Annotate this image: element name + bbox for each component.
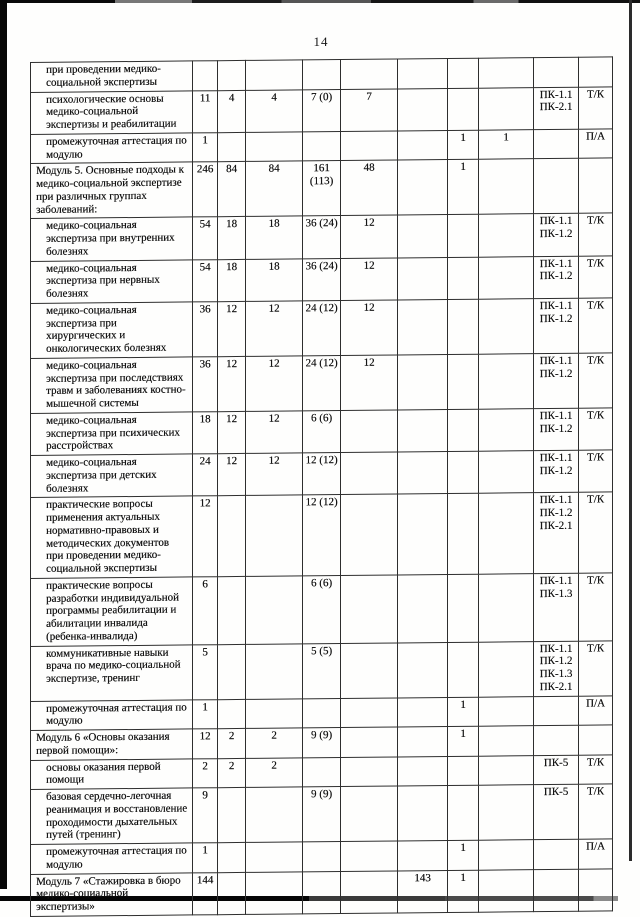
hours-cell [479, 641, 534, 697]
hours-cell: 36 [193, 356, 218, 411]
hours-cell [341, 452, 398, 495]
competency-code: ПК-1.2 [539, 312, 573, 325]
row-label: промежуточная аттестация по модулю [31, 699, 193, 730]
hours-cell: 1 [193, 843, 218, 873]
hours-cell [218, 132, 246, 162]
hours-cell [341, 727, 398, 757]
competency-code: ПК-1.1 [539, 494, 573, 507]
hours-cell [398, 726, 448, 756]
hours-cell [479, 451, 534, 494]
hours-cell: 12 [218, 411, 246, 454]
hours-cell [448, 299, 479, 354]
hours-cell [218, 872, 246, 915]
hours-cell: 5 [193, 644, 218, 699]
hours-cell [218, 699, 246, 729]
hours-cell [398, 354, 448, 409]
control-form-cell: П/А [579, 839, 613, 869]
row-label: коммуникативные навыки врача по медико-социальной экспертизе, тренинг [31, 644, 193, 701]
hours-cell: 36 [193, 301, 218, 356]
competency-code: ПК-1.1 [539, 409, 573, 422]
hours-cell [341, 642, 398, 698]
hours-cell: 12 [218, 301, 246, 356]
hours-cell [398, 840, 448, 870]
competency-cell [534, 641, 579, 696]
hours-cell: 12 [246, 356, 303, 412]
competency-cell [534, 408, 579, 451]
hours-cell: 1 [448, 130, 479, 160]
hours-cell [448, 214, 479, 257]
hours-cell: 18 [193, 411, 218, 453]
hours-cell [479, 214, 534, 257]
competency-code: ПК-2.1 [539, 680, 573, 693]
hours-cell [303, 871, 341, 914]
hours-cell [398, 697, 448, 727]
hours-cell: 12 [341, 355, 398, 411]
hours-cell: 36 (24) [303, 258, 341, 301]
hours-cell: 7 (0) [303, 89, 341, 132]
control-form-cell: Т/К [579, 255, 613, 298]
row-label: медико-социальная экспертиза при внутренних болезнях [31, 217, 193, 261]
hours-cell [448, 58, 479, 88]
hours-cell [479, 696, 534, 726]
row-label: медико-социальная экспертиза при детских болезнях [31, 454, 193, 498]
competency-cell [534, 839, 579, 869]
hours-cell [479, 785, 534, 841]
hours-cell: 6 (6) [303, 575, 341, 643]
competency-code: ПК-1.1 [539, 299, 573, 312]
hours-cell: 1 [448, 697, 479, 727]
table-row [31, 450, 613, 498]
hours-cell [341, 756, 398, 786]
control-form-cell: Т/К [579, 408, 613, 451]
hours-cell [398, 409, 448, 452]
hours-cell [448, 785, 479, 840]
hours-cell: 161 (113) [303, 161, 341, 216]
curriculum-table-body [31, 57, 613, 916]
competency-cell [534, 450, 579, 493]
hours-cell: 12 [246, 453, 303, 496]
curriculum-table [30, 56, 612, 916]
hours-cell [218, 496, 246, 577]
hours-cell: 2 [246, 757, 303, 787]
hours-cell [398, 574, 448, 642]
table-row [31, 298, 613, 359]
table-row [31, 492, 613, 578]
hours-cell: 1 [448, 159, 479, 214]
hours-cell: 54 [193, 259, 218, 301]
hours-cell [479, 58, 534, 88]
hours-cell [246, 132, 303, 162]
hours-cell: 4 [218, 90, 246, 133]
hours-cell [479, 573, 534, 641]
competency-code: ПК-1.2 [539, 227, 573, 241]
competency-code: ПК-2.1 [539, 519, 573, 532]
competency-code: ПК-1.2 [539, 464, 573, 477]
hours-cell: 12 (12) [303, 453, 341, 496]
hours-cell: 6 (6) [303, 410, 341, 453]
hours-cell [246, 787, 303, 843]
hours-cell [479, 755, 534, 785]
hours-cell: 7 [341, 88, 398, 131]
hours-cell: 12 [341, 257, 398, 300]
hours-cell: 48 [341, 160, 398, 216]
hours-cell [448, 574, 479, 642]
table-row [31, 868, 613, 916]
hours-cell [398, 642, 448, 697]
scan-edge-right [629, 0, 632, 861]
table-row [31, 640, 613, 701]
table-row [31, 784, 613, 845]
competency-cell [534, 129, 579, 159]
competency-code: ПК-1.2 [539, 506, 573, 520]
hours-cell: 2 [218, 728, 246, 758]
competency-code: ПК-1.1 [539, 354, 573, 367]
hours-cell [398, 451, 448, 494]
competency-cell [534, 298, 579, 353]
control-form-cell: Т/К [579, 298, 613, 353]
row-label: промежуточная аттестация по модулю [31, 133, 193, 164]
row-label: медико-социальная экспертиза при психических расстройствах [31, 412, 193, 456]
hours-cell: 9 [193, 788, 218, 843]
hours-cell: 1 [193, 699, 218, 729]
hours-cell [398, 257, 448, 300]
competency-code: ПК-1.3 [539, 587, 573, 600]
hours-cell [479, 159, 534, 215]
hours-cell [303, 698, 341, 728]
control-form-cell: Т/К [579, 754, 613, 784]
row-label: медико-социальная экспертиза при последствиях травм и заболеваниях костно-мышечной системы [31, 357, 193, 414]
competency-code: ПК-1.1 [539, 215, 573, 228]
competency-code: ПК-5 [543, 756, 569, 769]
competency-code: ПК-1.1 [539, 451, 573, 465]
hours-cell: 1 [479, 129, 534, 159]
hours-cell: 24 [193, 454, 218, 496]
hours-cell: 2 [246, 728, 303, 758]
competency-code: ПК-1.2 [539, 422, 573, 435]
hours-cell: 1 [448, 726, 479, 756]
competency-cell [534, 256, 579, 299]
hours-cell [303, 842, 341, 872]
hours-cell [398, 88, 448, 131]
hours-cell [398, 160, 448, 215]
hours-cell: 12 [218, 356, 246, 411]
competency-code: ПК-1.2 [539, 367, 573, 380]
page-number: 14 [313, 34, 329, 49]
hours-cell [341, 841, 398, 871]
hours-cell: 143 [398, 870, 448, 913]
hours-cell [398, 58, 448, 88]
hours-cell [479, 298, 534, 354]
hours-cell: 12 [341, 300, 398, 356]
row-label: промежуточная аттестация по модулю [31, 843, 193, 874]
control-form-cell [579, 158, 613, 213]
hours-cell [246, 698, 303, 728]
hours-cell: 18 [218, 259, 246, 302]
table-row [31, 573, 613, 646]
hours-cell [246, 871, 303, 914]
competency-cell [534, 57, 579, 87]
hours-cell: 1 [193, 132, 218, 162]
hours-cell [479, 869, 534, 912]
hours-cell [479, 353, 534, 409]
competency-cell [534, 869, 579, 912]
control-form-cell: П/А [579, 695, 613, 725]
hours-cell: 54 [193, 217, 218, 259]
competency-code: ПК-2.1 [539, 101, 573, 114]
hours-cell [479, 840, 534, 870]
competency-code: ПК-1.1 [539, 88, 573, 101]
hours-cell [218, 644, 246, 699]
hours-cell [448, 493, 479, 574]
competency-code: ПК-1.2 [539, 270, 573, 283]
competency-cell [534, 213, 579, 256]
competency-code: ПК-1.3 [539, 667, 573, 681]
hours-cell: 12 [193, 729, 218, 759]
competency-cell [534, 755, 579, 785]
hours-cell [479, 493, 534, 574]
hours-cell: 84 [218, 162, 246, 217]
hours-cell [479, 256, 534, 299]
competency-cell [534, 158, 579, 213]
hours-cell [448, 642, 479, 697]
hours-cell [341, 697, 398, 727]
competency-cell [534, 784, 579, 839]
row-label: медико-социальная экспертиза при хирургических и онкологических болезнях [31, 302, 193, 359]
competency-code: ПК-1.1 [539, 642, 573, 655]
hours-cell [398, 299, 448, 354]
hours-cell: 11 [193, 90, 218, 132]
table-row [31, 408, 613, 456]
row-label: Модуль 7 «Стажировка в бюро медико-социальной экспертизы» [31, 872, 193, 916]
hours-cell: 12 [193, 496, 218, 577]
hours-cell [341, 410, 398, 453]
hours-cell: 4 [246, 89, 303, 132]
hours-cell [193, 61, 218, 91]
hours-cell [479, 408, 534, 451]
competency-code: ПК-1.1 [539, 257, 573, 270]
hours-cell [341, 870, 398, 913]
control-form-cell: Т/К [579, 450, 613, 493]
hours-cell: 12 [246, 411, 303, 454]
control-form-cell: Т/К [579, 573, 613, 641]
hours-cell [448, 354, 479, 409]
row-label: медико-социальная экспертиза при нервных болезнях [31, 259, 193, 303]
table-row [31, 158, 613, 219]
hours-cell [398, 215, 448, 258]
hours-cell [341, 575, 398, 643]
row-label: психологические основы медико-социальной экспертизы и реабилитации [31, 90, 193, 134]
hours-cell [246, 643, 303, 699]
hours-cell [246, 60, 303, 90]
hours-cell [246, 576, 303, 644]
control-form-cell [579, 57, 613, 87]
competency-cell [534, 87, 579, 130]
competency-cell [534, 573, 579, 641]
hours-cell: 18 [246, 258, 303, 301]
control-form-cell: Т/К [579, 492, 613, 573]
hours-cell: 18 [246, 216, 303, 259]
control-form-cell: Т/К [579, 784, 613, 839]
hours-cell: 84 [246, 161, 303, 217]
control-form-cell: Т/К [579, 213, 613, 256]
hours-cell [218, 842, 246, 872]
hours-cell [448, 451, 479, 494]
hours-cell [246, 495, 303, 576]
hours-cell [398, 494, 448, 575]
hours-cell [218, 576, 246, 644]
row-label: практические вопросы применения актуальных нормативно-правовых и методических документов при проведении медико-социальной экспертизы [31, 496, 193, 578]
row-label: базовая сердечно-легочная реанимация и восстановление проходимости дыхательных путей (тренинг) [31, 788, 193, 845]
table-row [31, 213, 613, 261]
control-form-cell: П/А [579, 129, 613, 159]
hours-cell: 2 [193, 758, 218, 788]
hours-cell [448, 409, 479, 452]
hours-cell: 2 [218, 758, 246, 788]
hours-cell: 18 [218, 217, 246, 260]
hours-cell [218, 787, 246, 842]
table-row [31, 86, 613, 134]
hours-cell: 1 [448, 840, 479, 870]
hours-cell: 5 (5) [303, 643, 341, 698]
control-form-cell: Т/К [579, 640, 613, 695]
competency-cell [534, 353, 579, 408]
row-label: Модуль 6 «Основы оказания первой помощи»: [31, 729, 193, 760]
row-label: практические вопросы разработки индивидуальной программы реабилитации и абилитации инвалида (ребенка-инвалида) [31, 577, 193, 646]
hours-cell [448, 88, 479, 131]
hours-cell [448, 756, 479, 786]
hours-cell [303, 757, 341, 787]
hours-cell [341, 494, 398, 575]
hours-cell: 12 (12) [303, 495, 341, 576]
hours-cell [479, 726, 534, 756]
scan-edge-left [0, 0, 7, 889]
hours-cell [398, 785, 448, 840]
row-label: Модуль 5. Основные подходы к медико-социальной экспертизе при различных группах заболеваний: [31, 162, 193, 219]
scan-edge-top [0, 0, 640, 3]
hours-cell [479, 87, 534, 130]
row-label: при проведении медико-социальной экспертизы [31, 61, 193, 92]
competency-code: ПК-5 [543, 785, 569, 799]
hours-cell: 12 [341, 215, 398, 258]
competency-code: ПК-1.2 [539, 655, 573, 668]
hours-cell [303, 60, 341, 90]
control-form-cell [579, 725, 613, 755]
hours-cell: 24 (12) [303, 300, 341, 355]
hours-cell [341, 786, 398, 842]
hours-cell [398, 130, 448, 160]
hours-cell: 246 [193, 162, 218, 217]
curriculum-table-grid [30, 56, 613, 916]
hours-cell: 1 [448, 870, 479, 913]
competency-code: ПК-1.1 [539, 574, 573, 587]
table-row [31, 255, 613, 303]
hours-cell: 36 (24) [303, 216, 341, 259]
row-label: основы оказания первой помощи [31, 758, 193, 789]
table-row [31, 353, 613, 414]
hours-cell [218, 60, 246, 90]
hours-cell: 12 [246, 301, 303, 357]
hours-cell: 6 [193, 576, 218, 644]
competency-cell [534, 492, 579, 573]
hours-cell [341, 59, 398, 89]
hours-cell: 9 (9) [303, 728, 341, 758]
competency-cell [534, 725, 579, 755]
hours-cell: 144 [193, 872, 218, 914]
hours-cell [303, 131, 341, 161]
hours-cell [246, 842, 303, 872]
control-form-cell: Т/К [579, 353, 613, 408]
hours-cell [448, 257, 479, 300]
hours-cell: 12 [218, 453, 246, 496]
hours-cell: 9 (9) [303, 787, 341, 842]
hours-cell: 24 (12) [303, 355, 341, 410]
competency-cell [534, 696, 579, 726]
control-form-cell: Т/К [579, 86, 613, 129]
hours-cell [341, 131, 398, 161]
hours-cell [398, 756, 448, 786]
